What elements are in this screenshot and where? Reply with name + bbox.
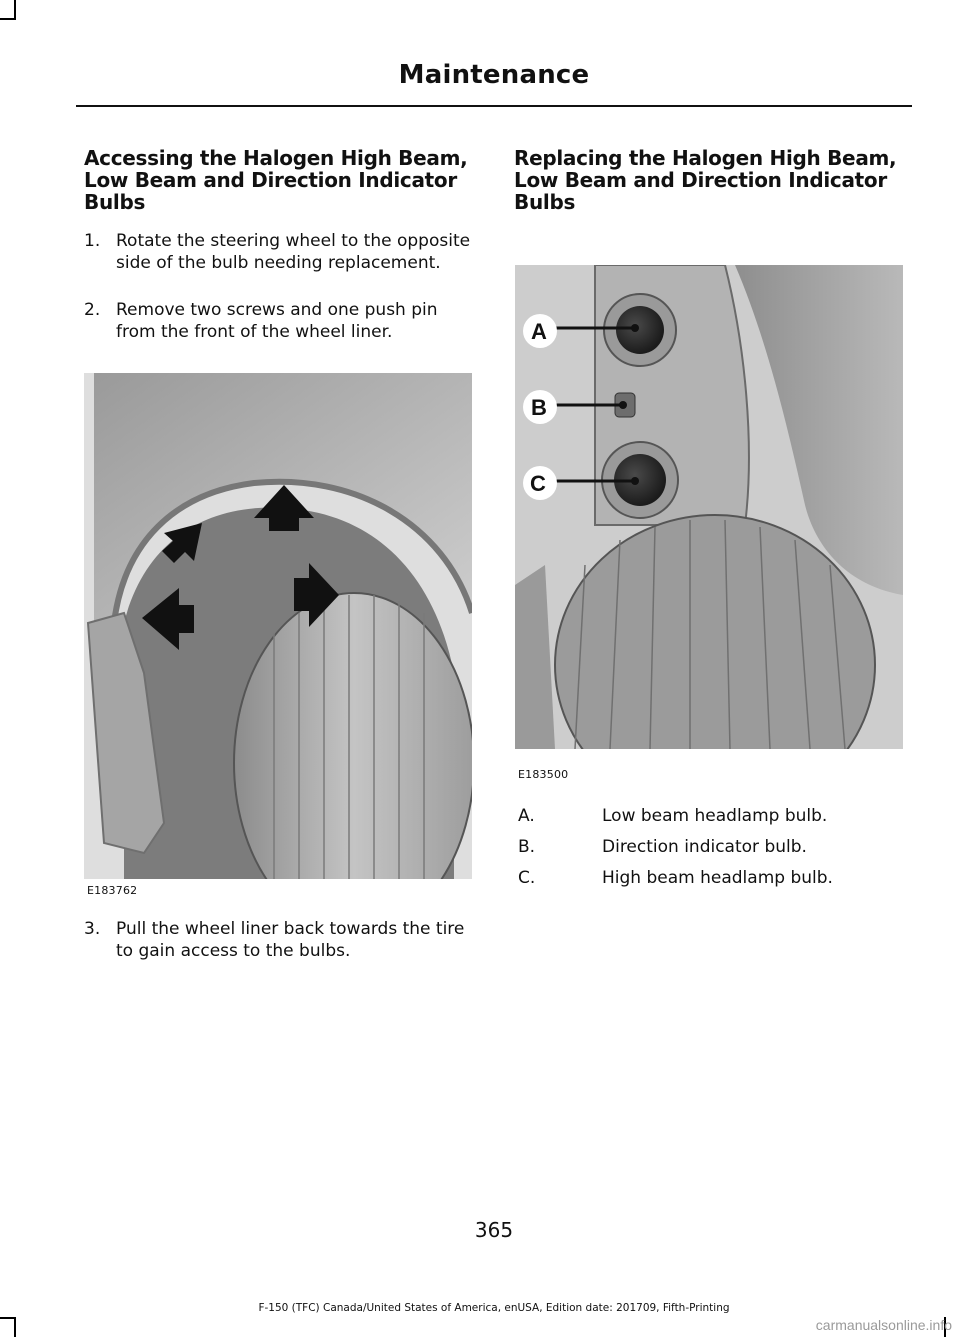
crop-mark [14, 0, 16, 20]
step-text: Remove two screws and one push pin from the front of the wheel liner. [116, 300, 438, 342]
legend-text: Direction indicator bulb. [602, 837, 807, 857]
watermark: carmanualsonline.info [815, 1317, 952, 1333]
crop-mark [14, 1317, 16, 1337]
headlamp-bulbs-illustration [515, 265, 903, 749]
page-number: 365 [474, 1218, 514, 1242]
section-heading-accessing: Accessing the Halogen High Beam, Low Beam and Direction Indicator Bulbs [84, 146, 468, 214]
headlamp-drawing [515, 265, 903, 749]
callout-b: B [531, 395, 547, 420]
wheel-liner-illustration [84, 373, 472, 879]
figure-code: E183762 [87, 884, 138, 897]
step-number: 3. [84, 919, 101, 939]
page-title: Maintenance [398, 60, 590, 90]
legend-key: B. [518, 837, 536, 857]
header-divider [76, 105, 912, 107]
step-number: 2. [84, 300, 101, 320]
legend-text: Low beam headlamp bulb. [602, 806, 828, 826]
legend-key: A. [518, 806, 535, 826]
legend-text: High beam headlamp bulb. [602, 868, 833, 888]
footer-edition: F-150 (TFC) Canada/United States of America, enUSA, Edition date: 201709, Fifth-Printing [258, 1302, 730, 1314]
step-number: 1. [84, 231, 101, 251]
callout-a: A [531, 319, 547, 344]
figure-code: E183500 [518, 768, 569, 781]
legend-key: C. [518, 868, 536, 888]
step-text: Pull the wheel liner back towards the tire to gain access to the bulbs. [116, 919, 465, 961]
step-text: Rotate the steering wheel to the opposite side of the bulb needing replacement. [116, 231, 471, 273]
crop-mark [0, 1317, 16, 1319]
crop-mark [0, 18, 16, 20]
wheel-liner-drawing [84, 373, 472, 879]
section-heading-replacing: Replacing the Halogen High Beam, Low Beam and Direction Indicator Bulbs [514, 146, 897, 214]
callout-c: C [530, 471, 546, 496]
